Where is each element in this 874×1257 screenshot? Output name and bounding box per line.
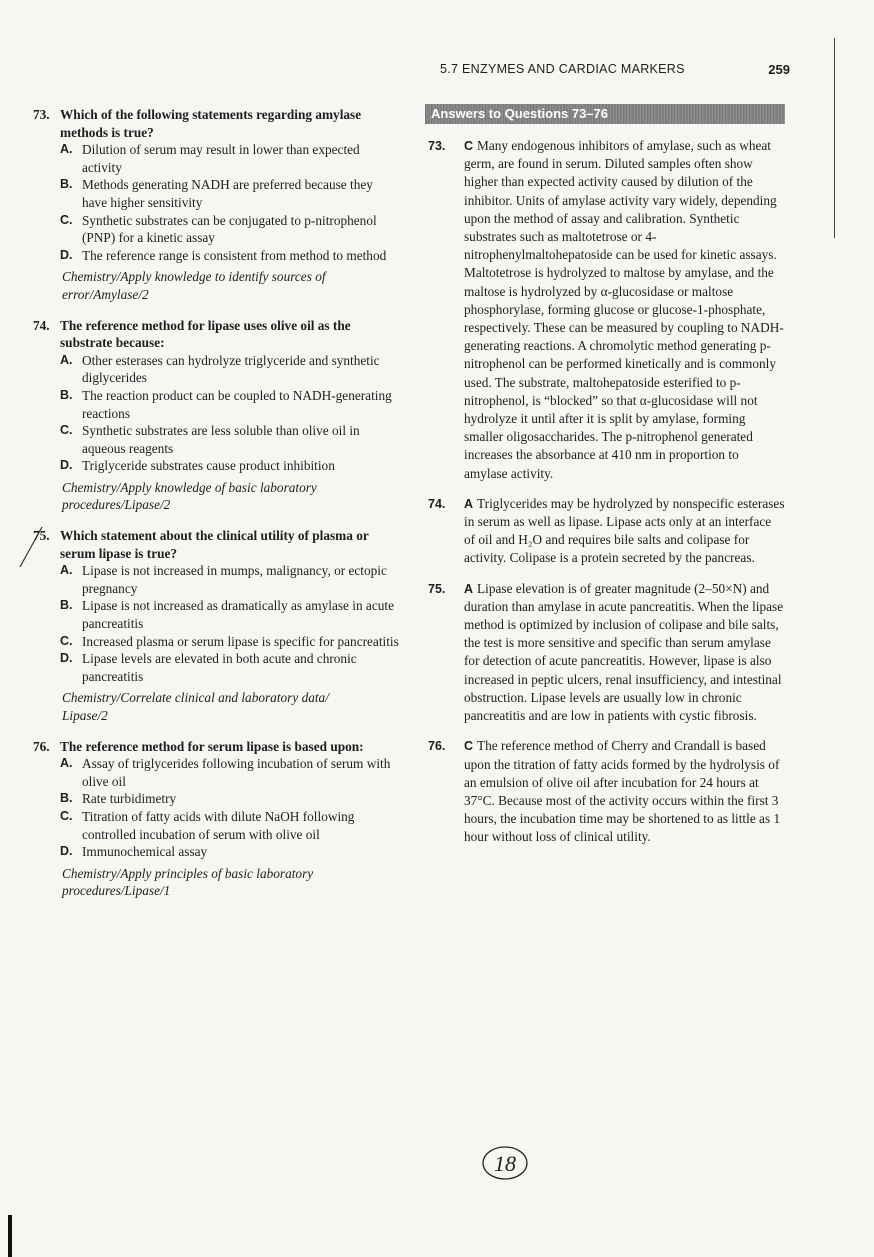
question-number: 75. [33, 528, 50, 544]
question-category: Chemistry/Apply principles of basic laboratory procedures/Lipase/1 [62, 865, 314, 899]
option-b: B. The reaction product can be coupled to NADH-generating reactions [60, 387, 392, 421]
option-a: A. Dilution of serum may result in lower than expected activity [60, 142, 360, 175]
answer-number: 75. [428, 581, 446, 596]
question-category: Chemistry/Apply knowledge to identify sources of error/Amylase/2 [62, 269, 326, 302]
question-category: Chemistry/Apply knowledge of basic laboratory procedures/Lipase/2 [62, 479, 317, 513]
option-d: D. Lipase levels are elevated in both acute and chronic pancreatitis [60, 651, 357, 684]
question-73 [33, 106, 401, 304]
answer-letter: C [464, 739, 474, 754]
answer-number: 73. [428, 139, 446, 153]
answers-column [425, 104, 785, 859]
option-d: D. Triglyceride substrates cause product inhibition [60, 458, 335, 474]
option-a: A. Assay of triglycerides following incubation of serum with olive oil [60, 756, 391, 789]
page-mark-text: 18 [494, 1151, 516, 1176]
question-75 [33, 527, 401, 725]
answer-letter: C [464, 139, 474, 153]
option-d: D. The reference range is consistent from method to method [60, 247, 387, 263]
section-title: 5.7 ENZYMES AND CARDIAC MARKERS [440, 62, 685, 76]
option-b: B. Lipase is not increased as dramatically as amylase in acute pancreatitis [60, 598, 394, 632]
question-stem: Which of the following statements regarding amylase methods is true? [60, 107, 362, 140]
page-number: 259 [768, 62, 790, 77]
answer-letter: A [464, 581, 474, 596]
answer-75 [425, 580, 785, 726]
answer-explanation: Many endogenous inhibitors of amylase, such as wheat germ, are found in serum. Diluted samples often show higher than expected activity caused by dilution of the inhibitor. Units of amylase activity vary widely, depending upon the method of assay and calibration. Synthetic substrates such as maltotetrose or 4-nitrophenylmaltohepatoside can be used for kinetic assays. Maltotetrose is hydrolyzed to maltose by amylase, and the maltose is hydrolyzed by α-glucosidase or maltose phosphorylase, forming glucose or glucose-1-phosphate, respectively. These can be measured by coupling to NADH-generating reactions. A chromolytic method generating p-nitrophenol can be performed kinetically and is commonly used. The substrate, maltohepatoside esterified to p-nitrophenol, is “blocked” so that α-glucosidase will not hydrolyze it until after it is split by amylase, forming smaller oligosaccharides. The p-nitrophenol generated increases the absorbance at 410 nm in proportion to amylase activity. [464, 138, 784, 481]
answer-74 [425, 495, 785, 568]
answer-76 [425, 737, 785, 846]
question-number: 74. [33, 317, 50, 333]
answer-letter: A [464, 496, 474, 511]
question-76 [33, 738, 401, 900]
answer-explanation: The reference method of Cherry and Crandall is based upon the titration of fatty acids formed by the hydrolysis of an emulsion of olive oil after incubation for 24 hours at 37°C. Because most of the activity occurs within the first 3 hours, the incubation time may be shortened to as little as 1 hour without loss of clinical utility. [464, 738, 781, 845]
question-stem: The reference method for lipase uses olive oil as the substrate because: [60, 317, 351, 351]
option-b: B. Methods generating NADH are preferred because they have higher sensitivity [60, 177, 373, 210]
question-number: 76. [33, 738, 50, 754]
answer-number: 74. [428, 496, 446, 511]
option-a: A. Lipase is not increased in mumps, malignancy, or ectopic pregnancy [60, 563, 387, 596]
questions-column [33, 106, 401, 913]
question-number: 73. [33, 107, 50, 122]
question-category: Chemistry/Correlate clinical and laboratory data/ Lipase/2 [62, 690, 329, 723]
option-a: A. Other esterases can hydrolyze triglyceride and synthetic diglycerides [60, 352, 380, 386]
option-b: B. Rate turbidimetry [60, 791, 177, 807]
answer-explanation: Lipase elevation is of greater magnitude (2–50×N) and duration than amylase in acute pancreatitis. When the lipase method is optimized by inclusion of colipase and bile salts, the test is more sensitive and specific than serum amylase for detection of acute pancreatitis. However, lipase is also increased in peptic ulcers, renal insufficiency, and intestinal obstruction. Lipase levels are usually low in chronic pancreatitis and are low in patients with cystic fibrosis. [464, 580, 784, 724]
question-74 [33, 317, 401, 515]
answer-explanation: Triglycerides may be hydrolyzed by nonspecific esterases in serum as well as lipase. Lipase acts only at an interface of oil and H₂O and requires bile salts and colipase for activity. Colipase is a protein secreted by the pancreas. [464, 495, 785, 566]
question-stem: Which statement about the clinical utility of plasma or serum lipase is true? [60, 528, 369, 561]
option-c: C. Titration of fatty acids with dilute NaOH following controlled incubation of serum with olive oil [60, 808, 355, 842]
option-d: D. Immunochemical assay [60, 844, 208, 860]
option-c: C. Synthetic substrates can be conjugated to p-nitrophenol (PNP) for a kinetic assay [60, 212, 377, 246]
option-c: C. Increased plasma or serum lipase is specific for pancreatitis [60, 633, 399, 649]
option-c: C. Synthetic substrates are less soluble than olive oil in aqueous reagents [60, 423, 360, 456]
scan-edge-bar [8, 1215, 12, 1257]
answer-73 [425, 137, 785, 483]
handwritten-page-mark [480, 1143, 530, 1183]
page-header [440, 62, 800, 80]
answer-number: 76. [428, 739, 446, 754]
answers-banner: Answers to Questions 73–76 [425, 104, 785, 124]
question-stem: The reference method for serum lipase is based upon: [60, 738, 364, 754]
margin-line [834, 38, 835, 238]
